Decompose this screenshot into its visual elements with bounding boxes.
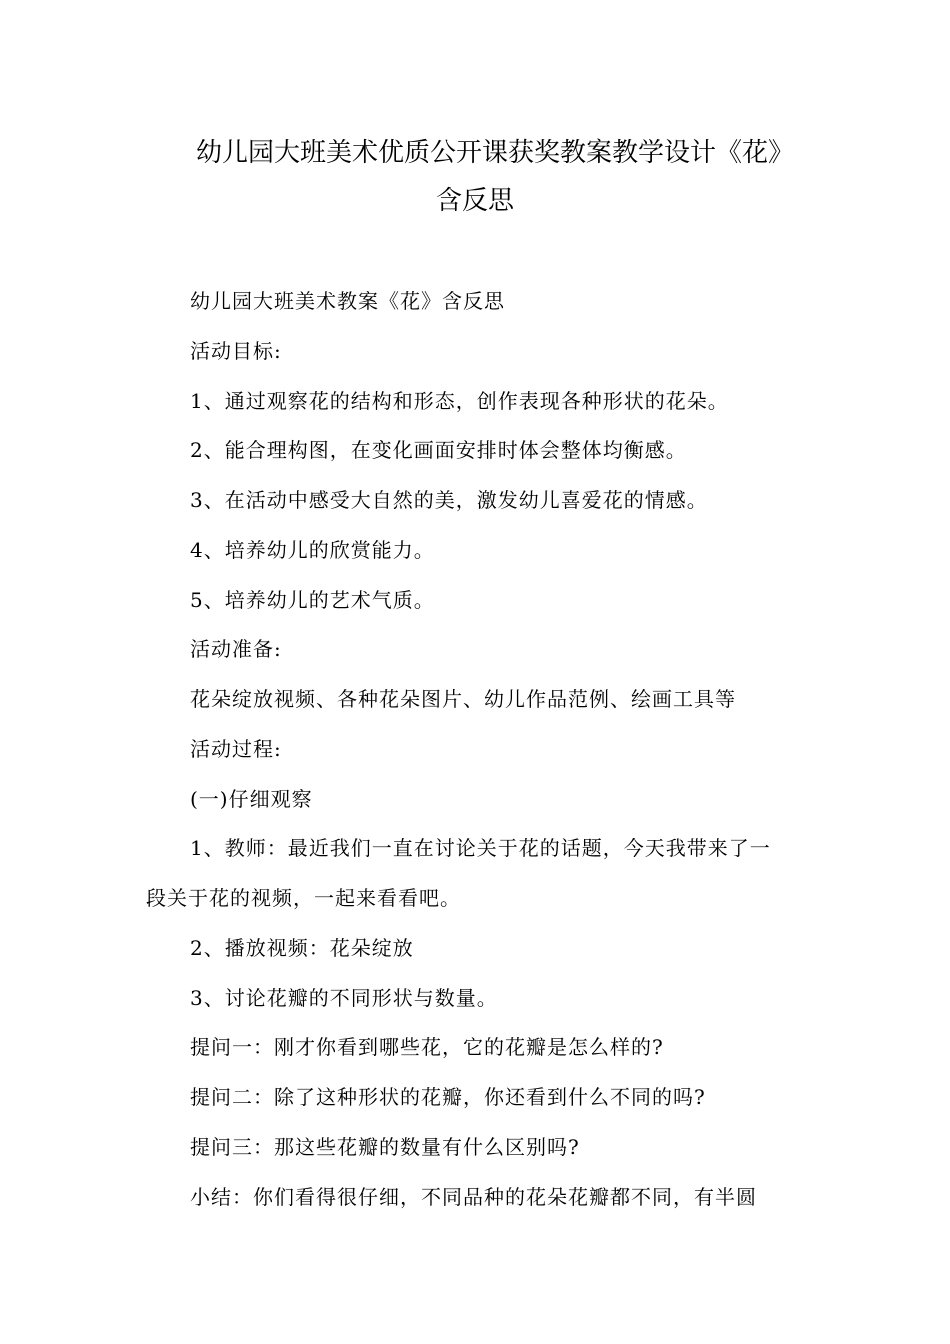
- paragraph-subtitle: 幼儿园大班美术教案《花》含反思: [190, 289, 505, 313]
- question-1: 提问一：刚才你看到哪些花，它的花瓣是怎么样的?: [190, 1035, 664, 1059]
- document-title-line-2: 含反思: [435, 186, 514, 216]
- goal-item-3: 3、在活动中感受大自然的美，激发幼儿喜爱花的情感。: [190, 488, 708, 512]
- preparation-text: 花朵绽放视频、各种花朵图片、幼儿作品范例、绘画工具等: [190, 687, 736, 711]
- process-item-1-line-1: 1、教师：最近我们一直在讨论关于花的话题，今天我带来了一: [190, 836, 771, 860]
- document-title-line-1: 幼儿园大班美术优质公开课获奖教案教学设计《花》: [195, 138, 794, 168]
- process-item-1-line-2: 段关于花的视频，一起来看看吧。: [146, 886, 461, 910]
- goal-item-4: 4、培养幼儿的欣赏能力。: [190, 538, 435, 562]
- goal-item-5: 5、培养幼儿的艺术气质。: [190, 588, 435, 612]
- section-heading-preparation: 活动准备:: [190, 637, 282, 661]
- process-item-3: 3、讨论花瓣的不同形状与数量。: [190, 986, 498, 1010]
- question-2: 提问二：除了这种形状的花瓣，你还看到什么不同的吗?: [190, 1085, 706, 1109]
- section-heading-goals: 活动目标:: [190, 339, 282, 363]
- process-item-2: 2、播放视频：花朵绽放: [190, 936, 414, 960]
- question-3: 提问三：那这些花瓣的数量有什么区别吗?: [190, 1135, 580, 1159]
- process-step-heading: (一)仔细观察: [190, 787, 313, 811]
- goal-item-2: 2、能合理构图，在变化画面安排时体会整体均衡感。: [190, 438, 687, 462]
- section-heading-process: 活动过程:: [190, 737, 282, 761]
- goal-item-1: 1、通过观察花的结构和形态，创作表现各种形状的花朵。: [190, 389, 729, 413]
- summary-line: 小结：你们看得很仔细，不同品种的花朵花瓣都不同，有半圆: [190, 1185, 757, 1209]
